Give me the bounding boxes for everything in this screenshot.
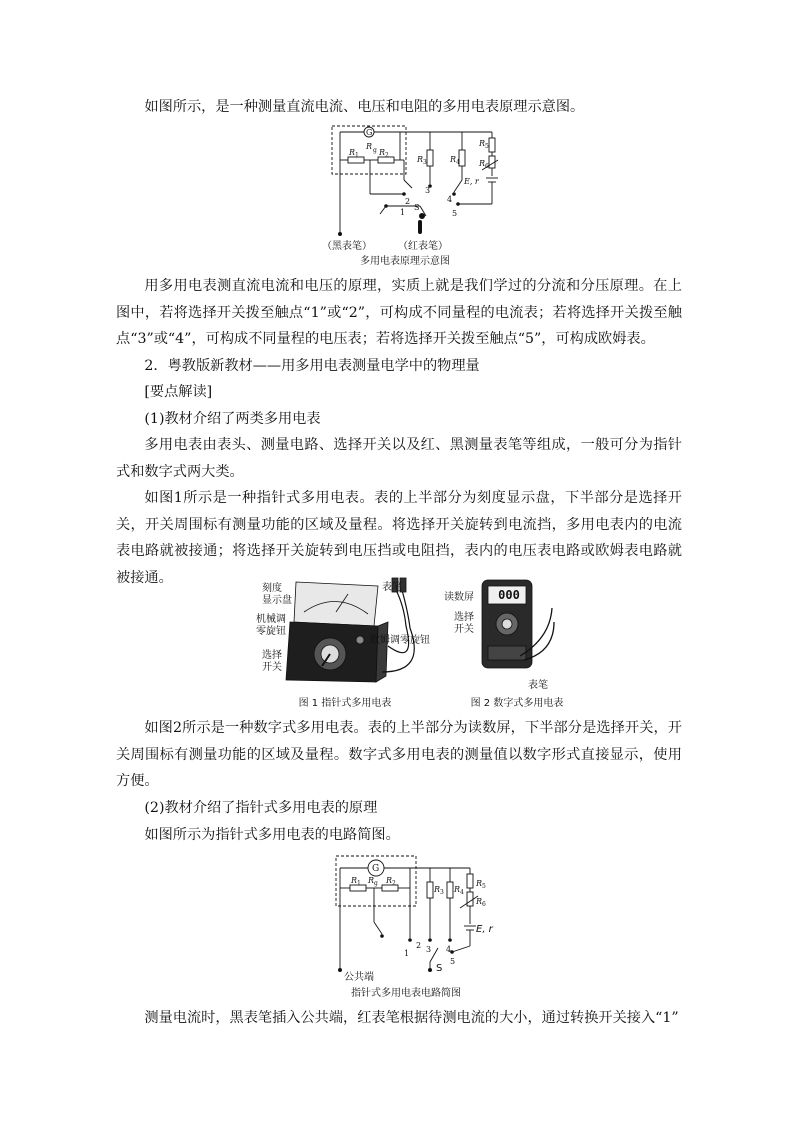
svg-text:R: R [379,148,386,157]
intro-text: 如图所示，是一种测量直流电流、电压和电阻的多用电表原理示意图。 [144,99,585,115]
fig1-label-ohm-zero: 欧姆调零旋钮 [370,635,430,646]
svg-text:4: 4 [456,159,460,166]
svg-text:2: 2 [385,152,389,159]
svg-text:R: R [349,148,356,157]
svg-text:1: 1 [357,880,361,887]
svg-text:2: 2 [392,880,396,887]
circuit-intro-text: 如图所示为指针式多用电表的电路简图。 [144,827,400,843]
svg-text:3: 3 [440,889,444,896]
svg-text:1: 1 [404,949,410,958]
fig-b-caption: 指针式多用电表电路简图 [351,988,461,999]
svg-text:3: 3 [426,945,432,954]
svg-text:R: R [417,155,424,164]
fig1-caption: 图 1 指针式多用电表 [298,698,392,709]
svg-text:G: G [372,864,380,874]
paragraph-principle: 用多用电表测直流电流和电压的原理，实质上就是我们学过的分流和分压原理。在上图中，若将选择开关拨至触点“1”或“2”，可构成不同量程的电流表；若将选择开关拨至触点“3”或“4”，可构成不同量程的电压表；若将选择开关拨至触点“5”，可构成欧姆表。 [116,278,682,347]
svg-text:E, r: E, r [464,177,479,186]
section-2-heading: 2．粤教版新教材——用多用电表测量电学中的物理量 [144,358,480,374]
fig1-label-mechanical-zero: 机械调 零旋钮 [256,614,286,637]
svg-text:R: R [454,885,461,894]
fig-a-red-probe: （红表笔） [398,241,448,252]
paragraph-analog: 如图1所示是一种指针式多用电表。表的上半部分为刻度显示盘，下半部分是选择开关，开关周围标有测量功能的区域及量程。将选择开关旋转到电流挡，多用电表内的电流表电路就被接通；将选择开关旋转到电压挡或电阻挡，表内的电压表电路或欧姆表电路就被接通。 [116,490,682,586]
svg-text:R: R [386,876,393,885]
paragraph-digital: 如图2所示是一种数字式多用电表。表的上半部分为读数屏，下半部分是选择开关，开关周围标有测量功能的区域及量程。数字式多用电表的测量值以数字形式直接显示，使用方便。 [116,720,682,789]
svg-text:R: R [476,897,483,906]
svg-text:4: 4 [446,945,452,954]
fig2-label-switch: 选择 开关 [454,612,474,635]
svg-text:6: 6 [485,163,489,170]
fig2-label-screen: 读数屏 [444,592,474,603]
svg-text:3: 3 [425,186,431,195]
svg-text:5: 5 [482,883,486,890]
svg-text:R: R [366,142,373,151]
svg-text:S: S [414,203,420,212]
key-points-label: [要点解读] [144,384,213,400]
fig-a-black-probe: （黑表笔） [322,241,372,252]
subsection-1-heading: (1)教材介绍了两类多用电表 [144,411,321,427]
svg-text:R: R [351,876,358,885]
svg-text:2: 2 [405,197,411,206]
svg-text:3: 3 [423,159,427,166]
svg-text:g: g [374,880,378,887]
svg-text:2: 2 [416,941,422,950]
fig1-label-probes: 表笔 [382,582,402,593]
fig1-label-switch: 选择 开关 [262,650,282,673]
fig-b-e-r-label: E, r [476,924,493,935]
svg-text:5: 5 [452,209,458,218]
svg-text:g: g [373,147,377,154]
analog-multimeter-circuit-diagram [320,852,500,980]
svg-text:1: 1 [400,208,406,217]
svg-text:R: R [450,155,457,164]
svg-text:5: 5 [485,143,489,150]
subsection-2-heading: (2)教材介绍了指针式多用电表的原理 [144,800,378,816]
fig-b-s-label: S [436,963,443,974]
svg-text:4: 4 [447,195,453,204]
svg-text:5: 5 [450,957,456,966]
fig2-caption: 图 2 数字式多用电表 [470,698,564,709]
fig-a-caption: 多用电表原理示意图 [360,256,450,267]
svg-text:R: R [434,885,441,894]
svg-text:1: 1 [355,152,359,159]
svg-text:6: 6 [482,901,486,908]
svg-text:R: R [479,139,486,148]
fig2-label-probes: 表笔 [528,680,548,691]
fig-b-common-label: 公共端 [344,972,374,983]
paragraph-current-measure: 测量电流时，黑表笔插入公共端，红表笔根据待测电流的大小，通过转换开关接入“1” [144,1010,679,1026]
svg-text:R: R [368,876,375,885]
svg-text:G: G [366,128,373,137]
fig1-label-dial: 刻度 显示盘 [262,583,292,606]
svg-text:R: R [479,159,486,168]
digital-screen-readout: 000 [498,588,520,602]
svg-text:4: 4 [460,889,464,896]
paragraph-types: 多用电表由表头、测量电路、选择开关以及红、黑测量表笔等组成，一般可分为指针式和数字式两大类。 [116,437,682,480]
svg-text:R: R [476,879,483,888]
